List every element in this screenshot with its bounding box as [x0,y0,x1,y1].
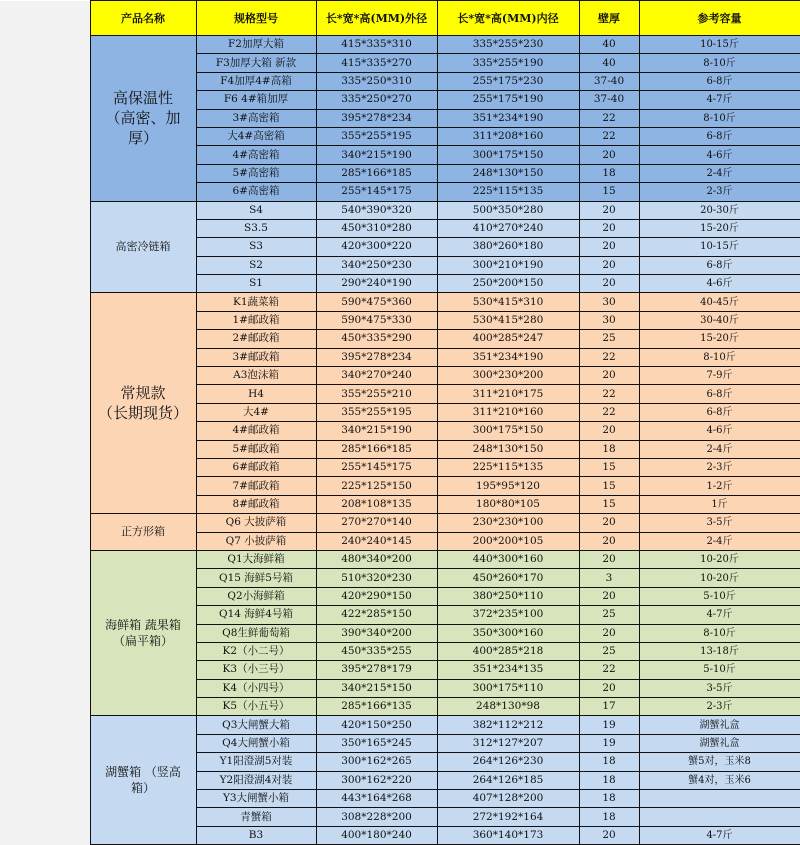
inner-size-cell: 272*192*164 [437,808,579,826]
row-spacer [0,330,90,348]
spec-model-cell: 青蟹箱 [196,808,316,826]
spec-model-cell: Q14 海鲜4号箱 [196,606,316,624]
outer-size-cell: 255*145*175 [316,183,437,201]
capacity-cell [639,790,800,808]
row-spacer [0,458,90,476]
outer-size-cell: 255*145*175 [316,458,437,476]
row-spacer [0,164,90,182]
outer-size-cell: 395*278*234 [316,109,437,127]
wall-thickness-cell: 20 [579,826,639,844]
table-header-row [0,1,800,36]
inner-size-cell: 530*415*310 [437,293,579,311]
capacity-cell: 30-40斤 [639,311,800,329]
spec-model-cell: K3（小三号） [196,661,316,679]
capacity-cell: 2-4斤 [639,532,800,550]
spec-model-cell: K5（小五号） [196,698,316,716]
wall-thickness-cell: 15 [579,183,639,201]
outer-size-cell: 415*335*270 [316,54,437,72]
outer-size-cell: 443*164*268 [316,790,437,808]
spec-model-cell: K4（小四号） [196,679,316,697]
outer-size-cell: 590*475*330 [316,311,437,329]
inner-size-cell: 255*175*190 [437,91,579,109]
spec-model-cell: Q4大闸蟹小箱 [196,734,316,752]
table-row [0,201,800,219]
spec-model-cell: 2#邮政箱 [196,330,316,348]
capacity-cell: 4-7斤 [639,606,800,624]
product-group-cell [90,716,196,845]
outer-size-cell: 290*240*190 [316,275,437,293]
row-spacer [0,109,90,127]
inner-size-cell: 351*234*190 [437,109,579,127]
inner-size-cell: 300*175*150 [437,422,579,440]
spec-model-cell: Q3大闸蟹大箱 [196,716,316,734]
spec-model-cell: Y3大闸蟹小箱 [196,790,316,808]
spec-model-cell: 8#邮政箱 [196,495,316,513]
row-spacer [0,698,90,716]
inner-size-cell: 180*80*105 [437,495,579,513]
spec-model-cell: S2 [196,256,316,274]
inner-size-cell: 351*234*190 [437,348,579,366]
product-group-name: （扁平箱） [112,634,173,649]
outer-size-cell: 395*278*234 [316,348,437,366]
spec-model-cell: B3 [196,826,316,844]
inner-size-cell: 264*126*230 [437,753,579,771]
row-spacer [0,440,90,458]
row-spacer [0,514,90,532]
table-row [0,550,800,568]
row-spacer [0,771,90,789]
header-capacity: 参考容量 [639,1,800,36]
outer-size-cell: 400*180*240 [316,826,437,844]
inner-size-cell: 360*140*173 [437,826,579,844]
inner-size-cell: 400*285*218 [437,642,579,660]
row-spacer [0,311,90,329]
product-group-name: 正方形箱 [121,524,165,538]
spec-model-cell: Q15 海鲜5号箱 [196,569,316,587]
inner-size-cell: 248*130*150 [437,164,579,182]
inner-size-cell: 311*208*160 [437,127,579,145]
outer-size-cell: 208*108*135 [316,495,437,513]
outer-size-cell: 240*240*145 [316,532,437,550]
table-row [0,716,800,734]
spec-model-cell: 6#邮政箱 [196,458,316,476]
spec-model-cell: S3.5 [196,219,316,237]
header-outer-size: 长*宽*高(MM)外径 [316,1,437,36]
outer-size-cell: 590*475*360 [316,293,437,311]
outer-size-cell: 415*335*310 [316,36,437,54]
row-spacer [0,91,90,109]
outer-size-cell: 540*390*320 [316,201,437,219]
outer-size-cell: 420*300*220 [316,238,437,256]
row-spacer [0,550,90,568]
outer-size-cell: 390*340*200 [316,624,437,642]
row-spacer [0,146,90,164]
row-spacer [0,753,90,771]
header-product-name: 产品名称 [90,1,196,36]
inner-size-cell: 250*200*150 [437,275,579,293]
row-spacer [0,679,90,697]
wall-thickness-cell: 37-40 [579,91,639,109]
spec-model-cell: 5#邮政箱 [196,440,316,458]
inner-size-cell: 311*210*175 [437,385,579,403]
outer-size-cell: 285*166*185 [316,164,437,182]
capacity-cell: 4-7斤 [639,826,800,844]
wall-thickness-cell: 40 [579,54,639,72]
capacity-cell: 13-18斤 [639,642,800,660]
row-spacer [0,642,90,660]
wall-thickness-cell: 20 [579,367,639,385]
outer-size-cell: 340*270*240 [316,367,437,385]
wall-thickness-cell: 15 [579,477,639,495]
product-group-name: 高保温性 [112,88,173,107]
spec-model-cell: 3#邮政箱 [196,348,316,366]
inner-size-cell: 300*175*150 [437,146,579,164]
wall-thickness-cell: 20 [579,679,639,697]
capacity-cell: 4-6斤 [639,275,800,293]
spec-model-cell: F2加厚大箱 [196,36,316,54]
outer-size-cell: 480*340*200 [316,550,437,568]
outer-size-cell: 335*250*270 [316,91,437,109]
capacity-cell: 湖蟹礼盒 [639,716,800,734]
outer-size-cell: 350*165*245 [316,734,437,752]
wall-thickness-cell: 37-40 [579,72,639,90]
spec-model-cell: 7#邮政箱 [196,477,316,495]
spec-model-cell: Q6 大披萨箱 [196,514,316,532]
capacity-cell: 蟹4对，玉米6 [639,771,800,789]
capacity-cell: 6-8斤 [639,127,800,145]
row-spacer [0,238,90,256]
row-spacer [0,808,90,826]
wall-thickness-cell: 20 [579,146,639,164]
wall-thickness-cell: 18 [579,164,639,182]
product-group-name: 箱） [130,781,155,796]
outer-size-cell: 308*228*200 [316,808,437,826]
row-spacer [0,367,90,385]
product-group-cell [90,550,196,716]
spec-model-cell: Q8生鲜葡萄箱 [196,624,316,642]
row-spacer [0,293,90,311]
wall-thickness-cell: 22 [579,661,639,679]
wall-thickness-cell: 30 [579,293,639,311]
spec-model-cell: H4 [196,385,316,403]
wall-thickness-cell: 20 [579,219,639,237]
capacity-cell: 10-15斤 [639,238,800,256]
wall-thickness-cell: 25 [579,330,639,348]
product-group-cell [90,293,196,514]
wall-thickness-cell: 22 [579,348,639,366]
inner-size-cell: 400*285*247 [437,330,579,348]
capacity-cell: 1-2斤 [639,477,800,495]
inner-size-cell: 530*415*280 [437,311,579,329]
wall-thickness-cell: 3 [579,569,639,587]
product-group-name: 海鲜箱 蔬果箱 [105,618,181,632]
inner-size-cell: 380*250*110 [437,587,579,605]
inner-size-cell: 200*200*105 [437,532,579,550]
inner-size-cell: 195*95*120 [437,477,579,495]
spec-model-cell: Y2阳澄湖4对装 [196,771,316,789]
row-spacer [0,532,90,550]
spec-model-cell: 1#邮政箱 [196,311,316,329]
inner-size-cell: 372*235*100 [437,606,579,624]
wall-thickness-cell: 30 [579,311,639,329]
wall-thickness-cell: 20 [579,550,639,568]
wall-thickness-cell: 25 [579,642,639,660]
row-spacer [0,348,90,366]
row-spacer [0,587,90,605]
inner-size-cell: 410*270*240 [437,219,579,237]
inner-size-cell: 407*128*200 [437,790,579,808]
spec-model-cell: S1 [196,275,316,293]
capacity-cell: 3-5斤 [639,679,800,697]
wall-thickness-cell: 20 [579,532,639,550]
capacity-cell: 3-5斤 [639,514,800,532]
wall-thickness-cell: 18 [579,790,639,808]
capacity-cell: 2-3斤 [639,698,800,716]
inner-size-cell: 350*300*160 [437,624,579,642]
row-spacer [0,72,90,90]
row-spacer [0,790,90,808]
outer-size-cell: 510*320*230 [316,569,437,587]
capacity-cell: 20-30斤 [639,201,800,219]
outer-size-cell: 285*166*135 [316,698,437,716]
product-group-name: 高密冷链箱 [115,239,171,253]
inner-size-cell: 311*210*160 [437,403,579,421]
wall-thickness-cell: 22 [579,403,639,421]
row-spacer [0,826,90,844]
row-spacer [0,275,90,293]
row-spacer [0,716,90,734]
capacity-cell: 4-6斤 [639,146,800,164]
spec-model-cell: 6#高密箱 [196,183,316,201]
wall-thickness-cell: 20 [579,624,639,642]
wall-thickness-cell: 20 [579,422,639,440]
spec-model-cell: Q7 小披萨箱 [196,532,316,550]
outer-size-cell: 450*335*255 [316,642,437,660]
row-spacer [0,606,90,624]
inner-size-cell: 248*130*98 [437,698,579,716]
inner-size-cell: 248*130*150 [437,440,579,458]
spec-model-cell: 5#高密箱 [196,164,316,182]
wall-thickness-cell: 25 [579,606,639,624]
product-group-cell [90,514,196,551]
capacity-cell: 6-8斤 [639,256,800,274]
header-wall-thickness: 壁厚 [579,1,639,36]
wall-thickness-cell: 18 [579,771,639,789]
wall-thickness-cell: 20 [579,256,639,274]
capacity-cell: 15-20斤 [639,330,800,348]
outer-size-cell: 225*125*150 [316,477,437,495]
spec-model-cell: F4加厚4#高箱 [196,72,316,90]
inner-size-cell: 335*255*230 [437,36,579,54]
capacity-cell: 2-3斤 [639,183,800,201]
spec-model-cell: S3 [196,238,316,256]
outer-size-cell: 300*162*265 [316,753,437,771]
outer-size-cell: 355*255*195 [316,403,437,421]
row-spacer [0,183,90,201]
capacity-cell: 2-4斤 [639,440,800,458]
outer-size-cell: 355*255*195 [316,127,437,145]
inner-size-cell: 440*300*160 [437,550,579,568]
product-group-cell [90,201,196,293]
outer-size-cell: 395*278*179 [316,661,437,679]
capacity-cell: 蟹5对，玉米8 [639,753,800,771]
capacity-cell: 15-20斤 [639,219,800,237]
inner-size-cell: 264*126*185 [437,771,579,789]
spec-model-cell: 4#邮政箱 [196,422,316,440]
wall-thickness-cell: 40 [579,36,639,54]
wall-thickness-cell: 19 [579,734,639,752]
row-spacer [0,661,90,679]
capacity-cell: 5-10斤 [639,587,800,605]
wall-thickness-cell: 20 [579,275,639,293]
capacity-cell: 湖蟹礼盒 [639,734,800,752]
capacity-cell: 8-10斤 [639,348,800,366]
spec-model-cell: S4 [196,201,316,219]
row-spacer [0,495,90,513]
wall-thickness-cell: 17 [579,698,639,716]
wall-thickness-cell: 20 [579,514,639,532]
capacity-cell: 10-15斤 [639,36,800,54]
spec-model-cell: K2（小二号） [196,642,316,660]
capacity-cell [639,808,800,826]
capacity-cell: 6-8斤 [639,72,800,90]
inner-size-cell: 225*115*135 [437,458,579,476]
wall-thickness-cell: 20 [579,201,639,219]
wall-thickness-cell: 15 [579,458,639,476]
row-spacer [0,569,90,587]
outer-size-cell: 420*290*150 [316,587,437,605]
product-group-cell [90,36,196,202]
row-spacer [0,624,90,642]
table-row [0,514,800,532]
row-spacer [0,127,90,145]
inner-size-cell: 380*260*180 [437,238,579,256]
row-spacer [0,734,90,752]
wall-thickness-cell: 20 [579,587,639,605]
inner-size-cell: 300*230*200 [437,367,579,385]
product-group-name: （高密、加厚） [105,109,181,148]
outer-size-cell: 422*285*150 [316,606,437,624]
row-spacer [0,422,90,440]
header-spacer [0,1,90,36]
inner-size-cell: 351*234*135 [437,661,579,679]
wall-thickness-cell: 19 [579,716,639,734]
inner-size-cell: 450*260*170 [437,569,579,587]
capacity-cell: 8-10斤 [639,624,800,642]
spec-model-cell: 3#高密箱 [196,109,316,127]
outer-size-cell: 335*250*310 [316,72,437,90]
wall-thickness-cell: 20 [579,238,639,256]
spec-model-cell: 4#高密箱 [196,146,316,164]
spec-model-cell: 大4# [196,403,316,421]
outer-size-cell: 285*166*185 [316,440,437,458]
row-spacer [0,219,90,237]
spec-model-cell: Y1阳澄湖5对装 [196,753,316,771]
capacity-cell: 7-9斤 [639,367,800,385]
outer-size-cell: 340*215*150 [316,679,437,697]
inner-size-cell: 312*127*207 [437,734,579,752]
row-spacer [0,201,90,219]
outer-size-cell: 300*162*220 [316,771,437,789]
inner-size-cell: 382*112*212 [437,716,579,734]
wall-thickness-cell: 18 [579,440,639,458]
inner-size-cell: 230*230*100 [437,514,579,532]
table-row [0,293,800,311]
spec-model-cell: F6 4#箱加厚 [196,91,316,109]
capacity-cell: 1斤 [639,495,800,513]
outer-size-cell: 420*150*250 [316,716,437,734]
product-group-name: 湖蟹箱 （竖高 [105,765,181,780]
capacity-cell: 4-7斤 [639,91,800,109]
outer-size-cell: 340*215*190 [316,422,437,440]
inner-size-cell: 300*210*190 [437,256,579,274]
capacity-cell: 5-10斤 [639,661,800,679]
table-row [0,36,800,54]
inner-size-cell: 300*175*110 [437,679,579,697]
spec-model-cell: Q2小海鲜箱 [196,587,316,605]
capacity-cell: 2-3斤 [639,458,800,476]
spec-model-cell: F3加厚大箱 新款 [196,54,316,72]
row-spacer [0,36,90,54]
table-body [0,36,800,845]
inner-size-cell: 500*350*280 [437,201,579,219]
wall-thickness-cell: 15 [579,495,639,513]
header-spec-model: 规格型号 [196,1,316,36]
inner-size-cell: 335*255*190 [437,54,579,72]
wall-thickness-cell: 22 [579,127,639,145]
row-spacer [0,477,90,495]
row-spacer [0,385,90,403]
spec-model-cell: A3泡沫箱 [196,367,316,385]
outer-size-cell: 270*270*140 [316,514,437,532]
row-spacer [0,403,90,421]
outer-size-cell: 450*310*280 [316,219,437,237]
spec-model-cell: 大4#高密箱 [196,127,316,145]
inner-size-cell: 255*175*230 [437,72,579,90]
spec-model-cell: Q1大海鲜箱 [196,550,316,568]
spec-model-cell: K1蔬菜箱 [196,293,316,311]
header-inner-size: 长*宽*高(MM)内径 [437,1,579,36]
outer-size-cell: 450*335*290 [316,330,437,348]
capacity-cell: 8-10斤 [639,54,800,72]
row-spacer [0,256,90,274]
capacity-cell: 6-8斤 [639,385,800,403]
product-group-name: 常规款 [120,384,166,403]
capacity-cell: 40-45斤 [639,293,800,311]
outer-size-cell: 355*255*210 [316,385,437,403]
capacity-cell: 2-4斤 [639,164,800,182]
wall-thickness-cell: 22 [579,109,639,127]
wall-thickness-cell: 18 [579,753,639,771]
row-spacer [0,54,90,72]
inner-size-cell: 225*115*135 [437,183,579,201]
capacity-cell: 10-20斤 [639,569,800,587]
capacity-cell: 6-8斤 [639,403,800,421]
capacity-cell: 8-10斤 [639,109,800,127]
capacity-cell: 4-6斤 [639,422,800,440]
capacity-cell: 10-20斤 [639,550,800,568]
product-group-name: （长期现货） [97,404,188,423]
outer-size-cell: 340*215*190 [316,146,437,164]
wall-thickness-cell: 18 [579,808,639,826]
wall-thickness-cell: 22 [579,385,639,403]
outer-size-cell: 340*250*230 [316,256,437,274]
